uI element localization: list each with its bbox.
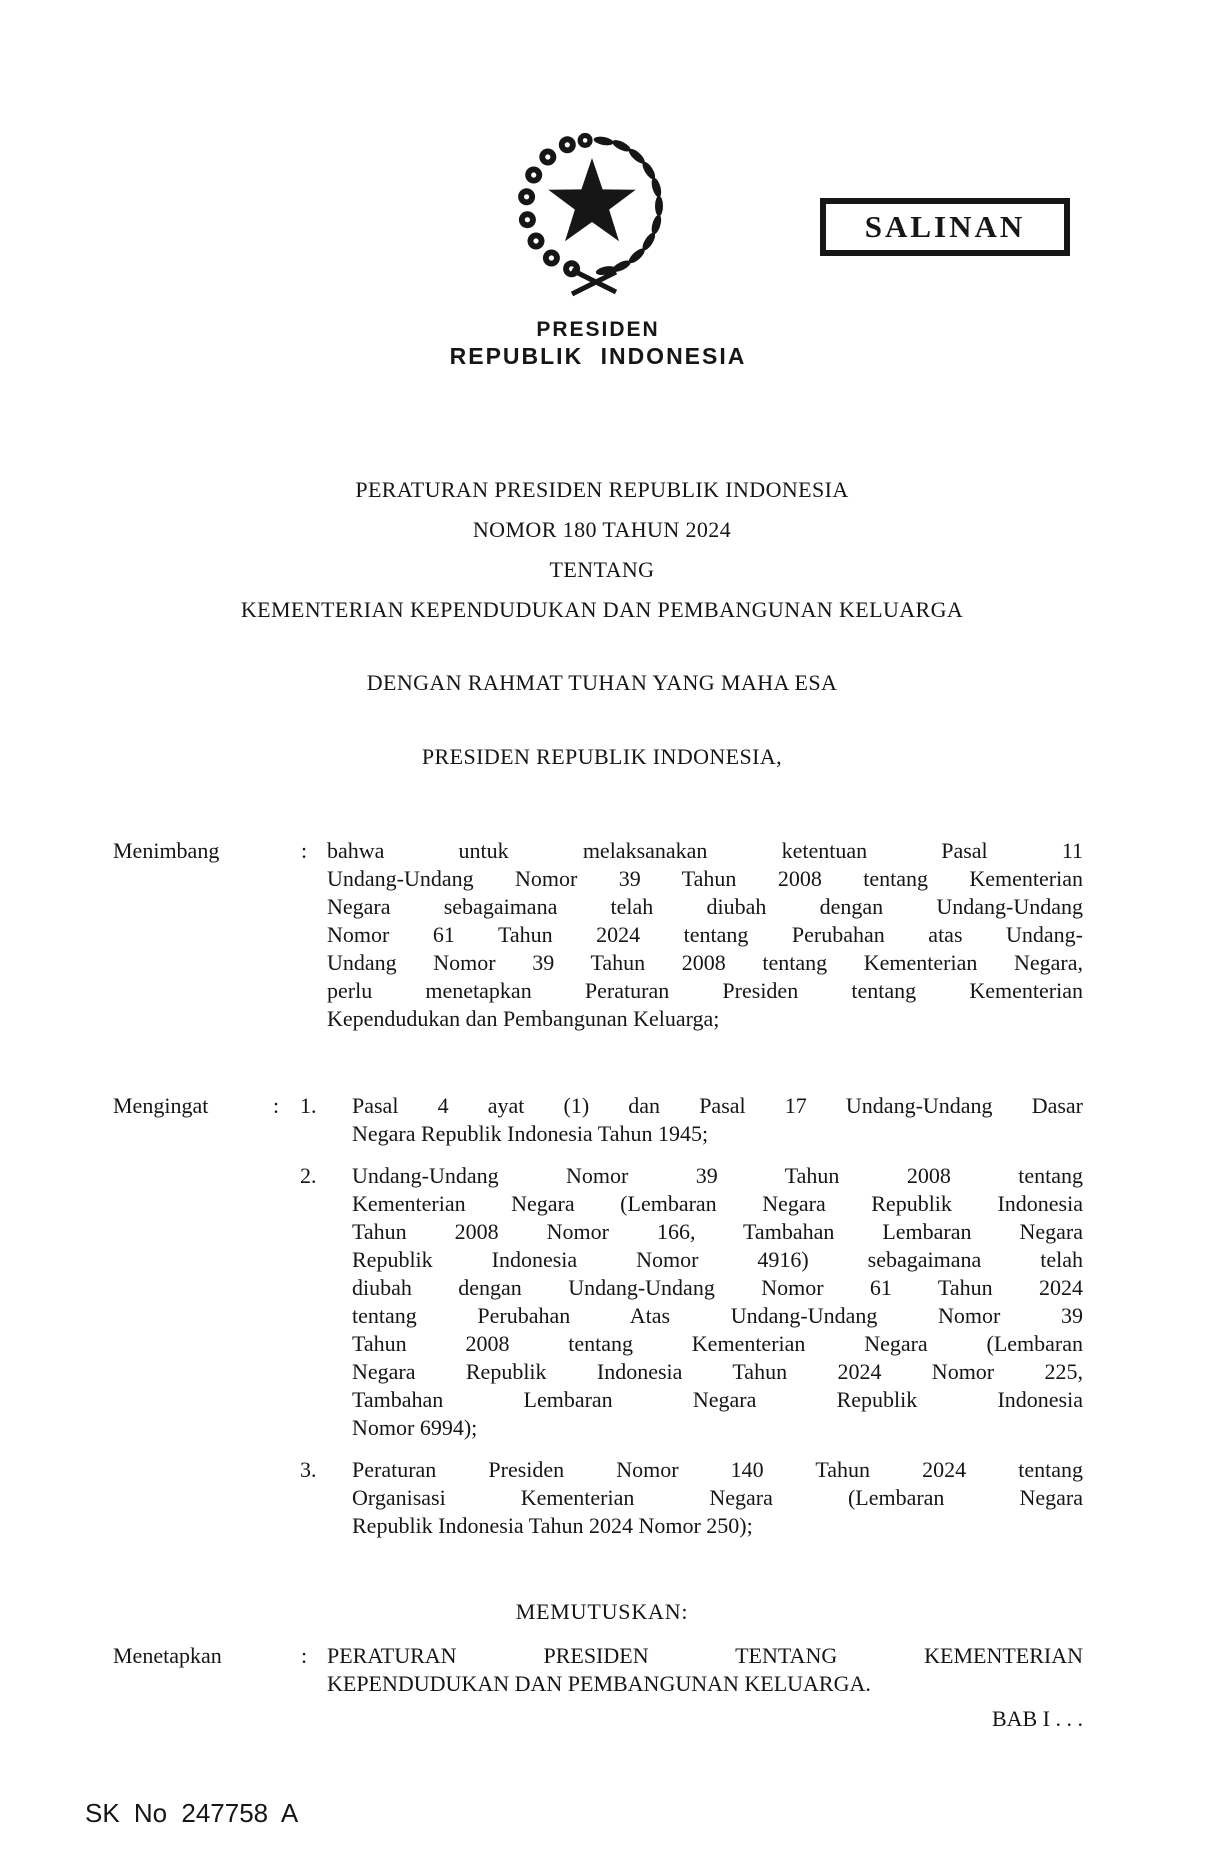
- clause-menetapkan-text: [327, 1642, 1083, 1698]
- masthead: [0, 319, 1196, 368]
- clause-menimbang-label: Menimbang: [113, 838, 220, 863]
- clause-menetapkan-label: Menetapkan: [113, 1643, 222, 1668]
- text-line: KEPENDUDUKAN DAN PEMBANGUNAN KELUARGA.: [327, 1671, 871, 1696]
- text-line: Republik Indonesia Nomor 4916) sebagaimana telah: [352, 1247, 1083, 1272]
- mengingat-item-2-text: [352, 1162, 1083, 1442]
- mengingat-item-1: [300, 1092, 1083, 1148]
- sk-number-footer: SK No 247758 A: [85, 1798, 299, 1828]
- title-line-regulation: PERATURAN PRESIDEN REPUBLIK INDONESIA: [355, 477, 849, 502]
- text-line: Tahun 2008 Nomor 166, Tambahan Lembaran Negara: [352, 1219, 1083, 1244]
- mengingat-item-1-text: [352, 1092, 1083, 1148]
- title-line-tentang: TENTANG: [549, 557, 655, 582]
- text-line: Organisasi Kementerian Negara (Lembaran Negara: [352, 1485, 1083, 1510]
- text-line: Nomor 61 Tahun 2024 tentang Perubahan atas Undang-: [327, 922, 1083, 947]
- invocation-line: DENGAN RAHMAT TUHAN YANG MAHA ESA: [366, 670, 838, 695]
- text-line: Tahun 2008 tentang Kementerian Negara (Lembaran: [352, 1331, 1083, 1356]
- masthead-republik-indonesia: REPUBLIK INDONESIA: [449, 343, 747, 369]
- issuer-line: PRESIDEN REPUBLIK INDONESIA,: [421, 744, 783, 769]
- masthead-presiden: PRESIDEN: [536, 318, 660, 341]
- text-line: Negara sebagaimana telah diubah dengan Undang-Undang: [327, 894, 1083, 919]
- mengingat-item-3-text: [352, 1456, 1083, 1540]
- mengingat-item-1-number: 1.: [300, 1093, 317, 1118]
- text-line: Negara Republik Indonesia Tahun 2024 Nomor 225,: [352, 1359, 1083, 1384]
- text-line: diubah dengan Undang-Undang Nomor 61 Tahun 2024: [352, 1275, 1083, 1300]
- text-line: tentang Perubahan Atas Undang-Undang Nomor 39: [352, 1303, 1083, 1328]
- memutuskan-heading: MEMUTUSKAN:: [515, 1599, 689, 1624]
- catchword-bab-i: BAB I . . .: [991, 1706, 1083, 1731]
- mengingat-list: [300, 1092, 1083, 1540]
- title-line-subject: KEMENTERIAN KEPENDUDUKAN DAN PEMBANGUNAN KELUARGA: [240, 597, 964, 622]
- text-line: Kementerian Negara (Lembaran Negara Republik Indonesia: [352, 1191, 1083, 1216]
- text-line: Nomor 6994);: [352, 1415, 478, 1440]
- text-line: Undang-Undang Nomor 39 Tahun 2008 tentang: [352, 1163, 1083, 1188]
- clause-mengingat-colon: :: [273, 1093, 280, 1118]
- document-title: [0, 470, 1204, 630]
- text-line: Pasal 4 ayat (1) dan Pasal 17 Undang-Undang Dasar: [352, 1093, 1083, 1118]
- text-line: PERATURAN PRESIDEN TENTANG KEMENTERIAN: [327, 1643, 1083, 1668]
- salinan-stamp-label: SALINAN: [864, 209, 1026, 244]
- title-line-number: NOMOR 180 TAHUN 2024: [472, 517, 732, 542]
- salinan-stamp: [820, 198, 1070, 256]
- text-line: perlu menetapkan Peraturan Presiden tentang Kementerian: [327, 978, 1083, 1003]
- text-line: bahwa untuk melaksanakan ketentuan Pasal 11: [327, 838, 1083, 863]
- text-line: Kependudukan dan Pembangunan Keluarga;: [327, 1006, 720, 1031]
- clause-menimbang-text: [327, 837, 1083, 1033]
- text-line: Peraturan Presiden Nomor 140 Tahun 2024 tentang: [352, 1457, 1083, 1482]
- mengingat-item-3-number: 3.: [300, 1457, 317, 1482]
- clause-menetapkan-colon: :: [301, 1643, 308, 1668]
- text-line: Republik Indonesia Tahun 2024 Nomor 250);: [352, 1513, 753, 1538]
- text-line: Undang-Undang Nomor 39 Tahun 2008 tentang Kementerian: [327, 866, 1083, 891]
- text-line: Negara Republik Indonesia Tahun 1945;: [352, 1121, 709, 1146]
- mengingat-item-2: [300, 1162, 1083, 1442]
- mengingat-item-3: [300, 1456, 1083, 1540]
- clause-menetapkan: [113, 1642, 1083, 1698]
- clause-menimbang-colon: :: [301, 838, 308, 863]
- clause-menimbang: [113, 837, 1083, 1033]
- text-line: Undang Nomor 39 Tahun 2008 tentang Kementerian Negara,: [327, 950, 1083, 975]
- clause-mengingat: [113, 1092, 1083, 1540]
- clause-mengingat-label: Mengingat: [113, 1093, 209, 1118]
- text-line: Tambahan Lembaran Negara Republik Indonesia: [352, 1387, 1083, 1412]
- mengingat-item-2-number: 2.: [300, 1163, 317, 1188]
- clauses-block: [113, 837, 1083, 1698]
- star-wreath-emblem-icon: [510, 126, 674, 298]
